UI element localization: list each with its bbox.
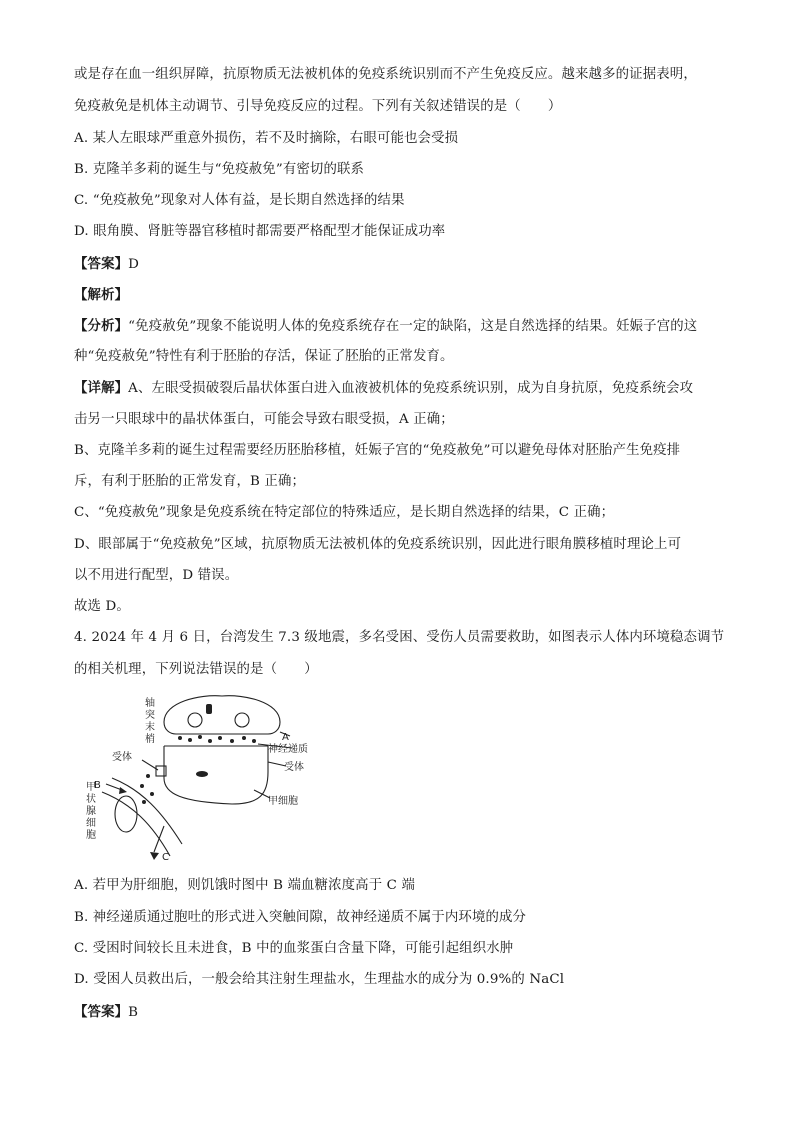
detail-text: A、左眼受损破裂后晶状体蛋白进入血液被机体的免疫系统识别，成为自身抗原，免疫系统会攻 (128, 381, 694, 396)
cell-jia-membrane (164, 746, 268, 804)
neurotransmitter-dot (218, 736, 222, 740)
thyroid-label: 状 (86, 794, 96, 805)
conclusion: 故选 D。 (74, 599, 130, 614)
fenxi-paragraph (74, 317, 697, 336)
label-b: B (94, 780, 101, 791)
hormone-dot (150, 792, 154, 796)
q4-option-a: A. 若甲为肝细胞，则饥饿时图中 B 端血糖浓度高于 C 端 (74, 878, 415, 893)
thyroid-label: 胞 (86, 830, 96, 841)
fenxi-text: “免疫赦免”现象不能说明人体的免疫系统存在一定的缺陷，这是自然选择的结果。妊娠子宫的这 (128, 319, 698, 334)
q3-option-d: D. 眼角膜、肾脏等器官移植时都需要严格配型才能保证成功率 (74, 224, 446, 239)
arrow-c (154, 826, 164, 852)
cell-jia-label: 甲细胞 (268, 796, 298, 807)
detail-text: B、克隆羊多莉的诞生过程需要经历胚胎移植，妊娠子宫的“免疫赦免”可以避免母体对胚胎产生免疫排 (74, 443, 681, 458)
hormone-dot (142, 800, 146, 804)
q4-answer (74, 1003, 138, 1022)
neurotransmitter-label: 神经递质 (268, 744, 308, 755)
q3-answer (74, 255, 139, 274)
q3-option-c: C. “免疫赦免”现象对人体有益，是长期自然选择的结果 (74, 193, 405, 208)
axon-terminal (164, 696, 280, 734)
thyroid-label: 甲 (86, 782, 96, 793)
blood-vessel-wall (112, 778, 182, 844)
neurotransmitter-dot (242, 736, 246, 740)
thyroid-cell (115, 796, 137, 832)
neurotransmitter-dot (188, 738, 192, 742)
q3-stem-line: 免疫赦免是机体主动调节、引导免疫反应的过程。下列有关叙述错误的是（ ） (74, 99, 562, 114)
q4-option-d: D. 受困人员救出后，一般会给其注射生理盐水，生理盐水的成分为 0.9%的 NaCl (74, 972, 565, 987)
hormone-dot (140, 784, 144, 788)
q4-stem-line: 的相关机理，下列说法错误的是（ ） (74, 662, 318, 677)
axon-label: 梢 (145, 734, 155, 745)
thyroid-label: 腺 (86, 806, 96, 817)
arrow-head (119, 787, 127, 794)
detail-text: 以不用进行配型，D 错误。 (74, 568, 239, 583)
receptor-label: 受体 (284, 762, 304, 773)
q3-stem-line: 或是存在血一组织屏障，抗原物质无法被机体的免疫系统识别而不产生免疫反应。越来越多的证据表明， (74, 67, 697, 82)
neurotransmitter-dot (208, 739, 212, 743)
q3-option-b: B. 克隆羊多莉的诞生与“免疫赦免”有密切的联系 (74, 162, 365, 177)
neurotransmitter-dot (252, 739, 256, 743)
detail-label: 【详解】 (74, 380, 129, 396)
axon-label: 末 (145, 722, 155, 733)
arrow-b (106, 784, 122, 790)
vesicle-marker (206, 704, 212, 714)
answer-value: B (128, 1005, 139, 1020)
thyroid-label: 细 (86, 818, 96, 829)
fenxi-label: 【分析】 (74, 318, 129, 334)
receptor-label: 受体 (112, 752, 132, 763)
hormone-dot (146, 774, 150, 778)
detail-text: C、“免疫赦免”现象是免疫系统在特定部位的特殊适应，是长期自然选择的结果，C 正确； (74, 505, 615, 520)
axon-label: 轴 (145, 698, 155, 709)
detail-paragraph (74, 379, 693, 398)
neurotransmitter-dot (198, 735, 202, 739)
neurotransmitter-dot (178, 736, 182, 740)
neurotransmitter-dot (230, 739, 234, 743)
q4-stem-line: 4. 2024 年 4 月 6 日，台湾发生 7.3 级地震，多名受困、受伤人员需要救助，如图表示人体内环境稳态调节 (74, 630, 725, 645)
axon-label: 突 (145, 710, 155, 721)
detail-text: 击另一只眼球中的晶状体蛋白，可能会导致右眼受损，A 正确； (74, 412, 454, 427)
answer-value: D (128, 257, 140, 272)
q4-option-b: B. 神经递质通过胞吐的形式进入突触间隙，故神经递质不属于内环境的成分 (74, 910, 527, 925)
diagram-svg (82, 694, 342, 864)
label-a: A (282, 732, 289, 743)
synaptic-vesicle (188, 713, 202, 727)
arrow-head (150, 852, 159, 860)
label-c: C (162, 852, 169, 863)
fenxi-text: 种“免疫赦免”特性有利于胚胎的存活，保证了胚胎的正常发育。 (74, 349, 454, 364)
q4-option-c: C. 受困时间较长且未进食，B 中的血浆蛋白含量下降，可能引起组织水肿 (74, 941, 514, 956)
q3-option-a: A. 某人左眼球严重意外损伤，若不及时摘除，右眼可能也会受损 (74, 131, 459, 146)
analysis-label: 【解析】 (74, 287, 129, 303)
synaptic-vesicle (235, 713, 249, 727)
blood-vessel-wall (102, 792, 170, 856)
nucleus-marker (196, 771, 208, 777)
homeostasis-diagram (82, 694, 342, 864)
answer-label: 【答案】 (74, 256, 129, 272)
detail-text: D、眼部属于“免疫赦免”区域，抗原物质无法被机体的免疫系统识别，因此进行眼角膜移植时理论上可 (74, 537, 682, 552)
detail-text: 斥，有利于胚胎的正常发育，B 正确； (74, 474, 306, 489)
answer-label: 【答案】 (74, 1004, 129, 1020)
